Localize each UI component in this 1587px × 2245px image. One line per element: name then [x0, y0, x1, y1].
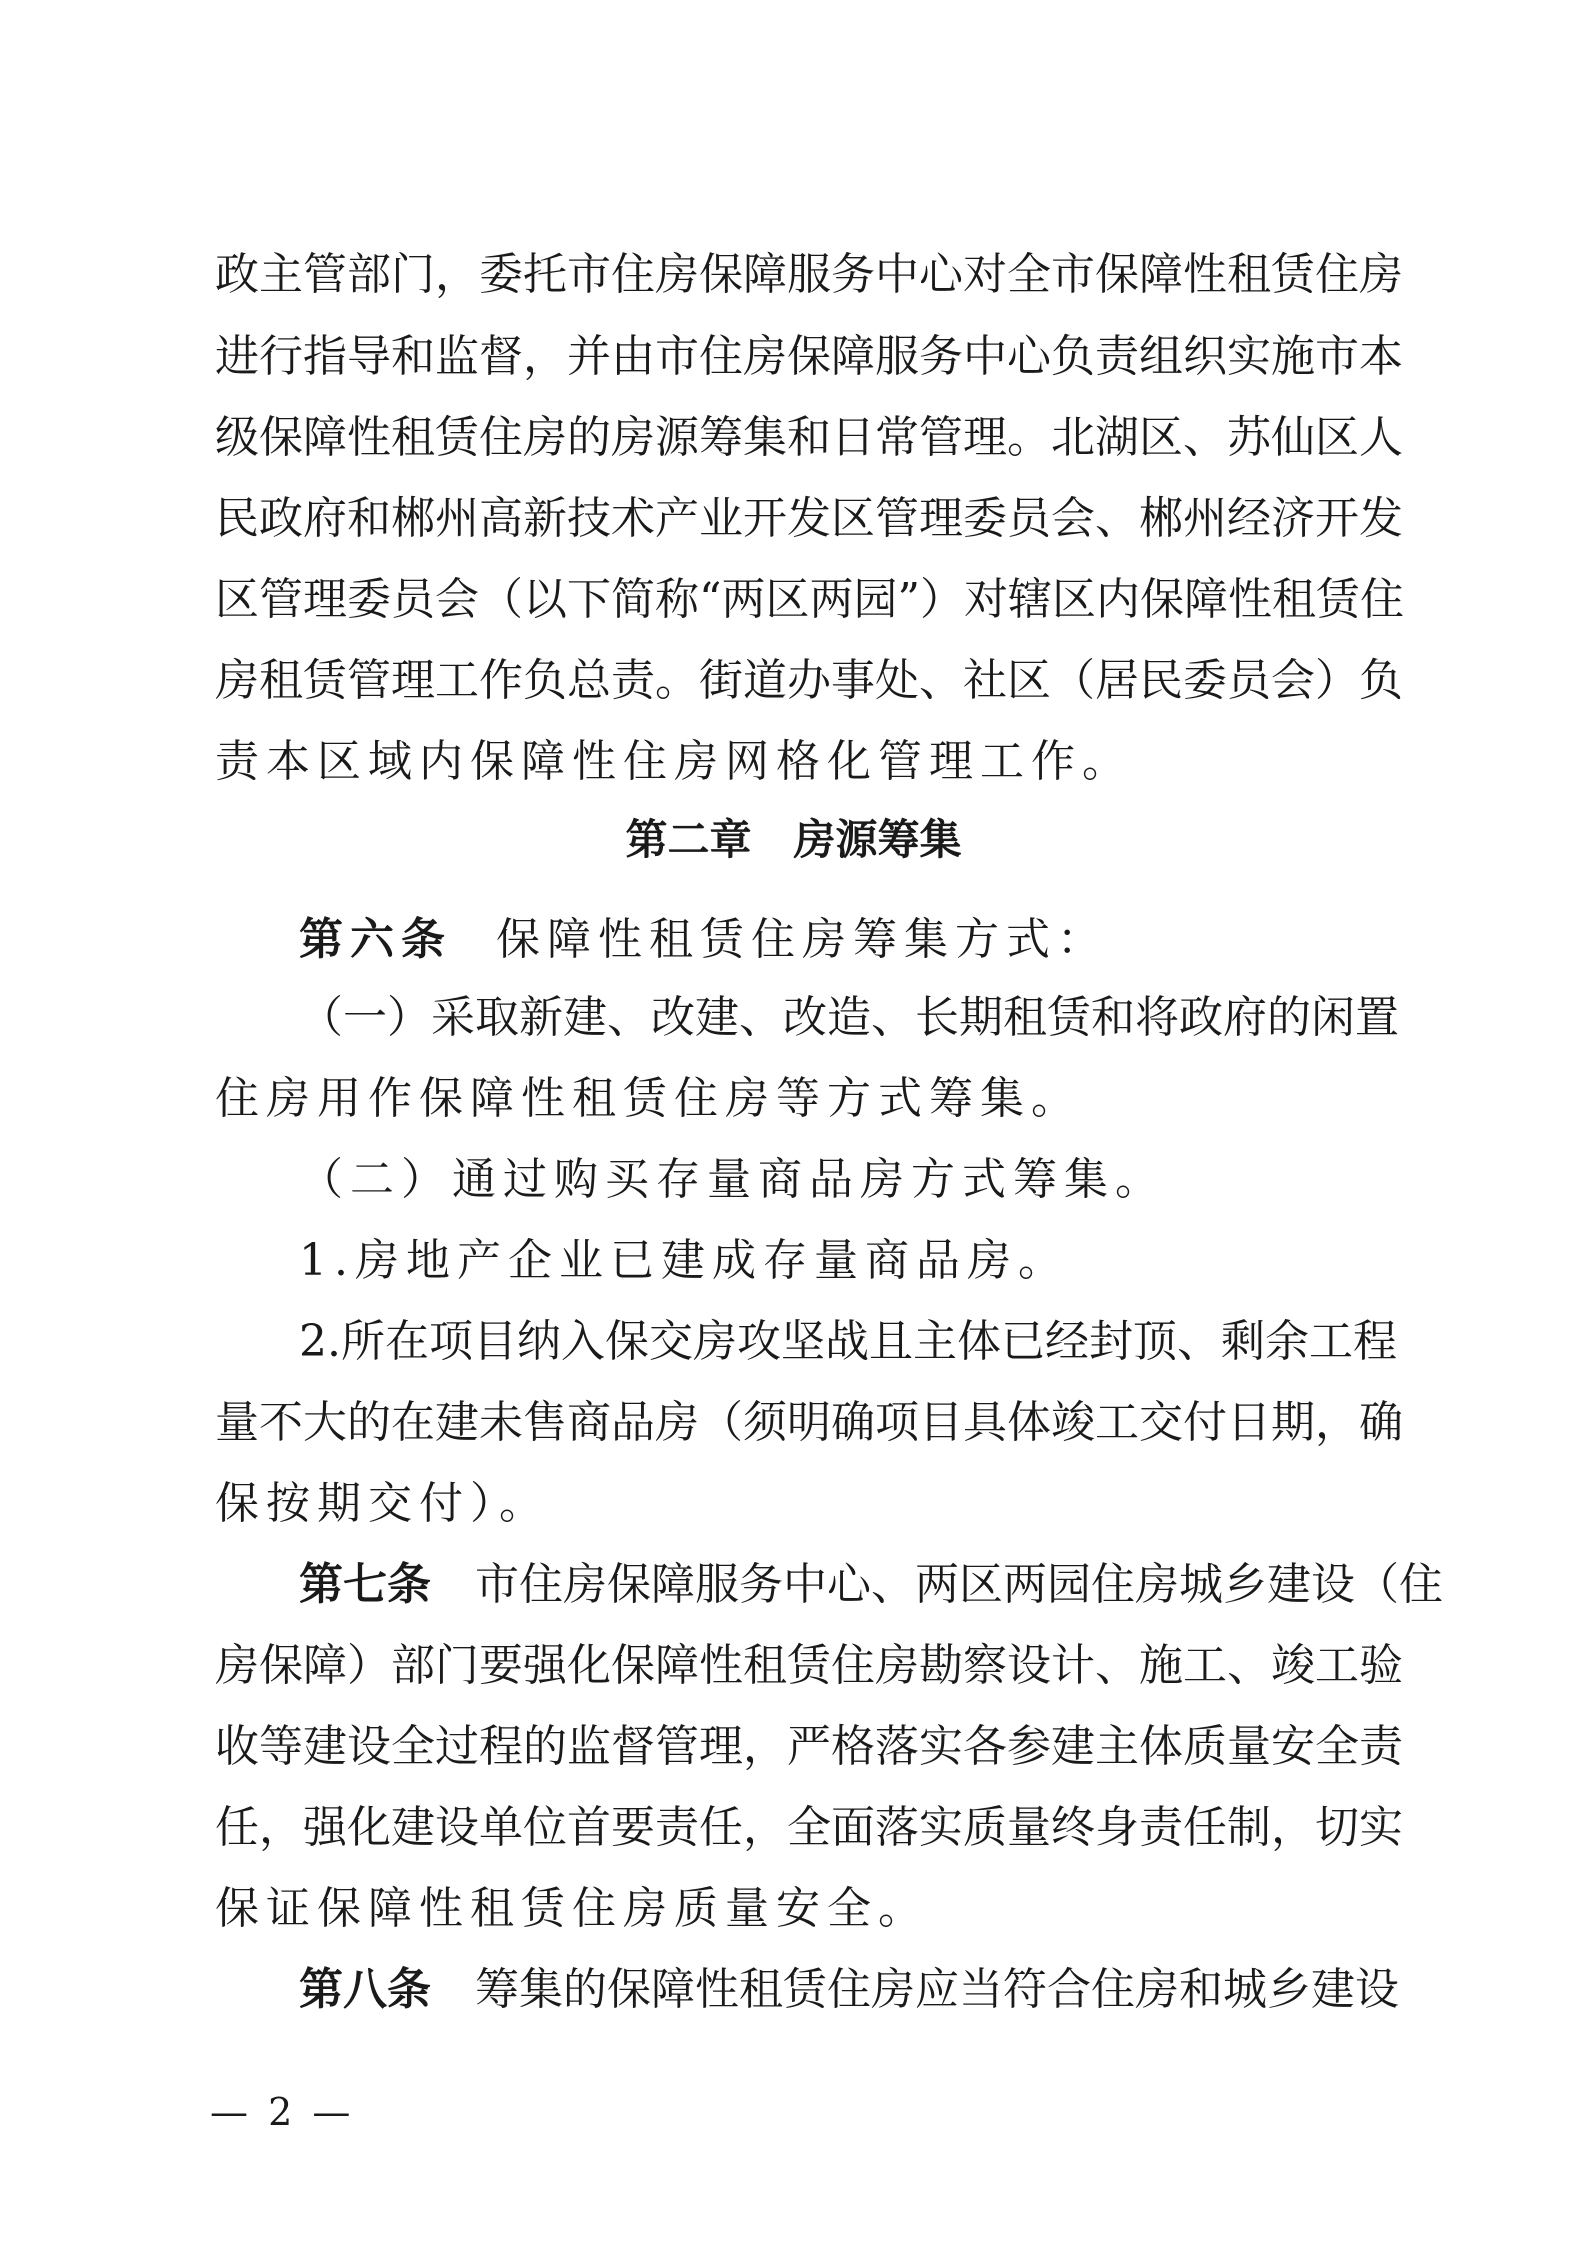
article-8-label: 第八条 [299, 1964, 431, 2015]
article-7-first-line: 市住房保障服务中心、两区两园住房城乡建设（住 [475, 1559, 1443, 1610]
article-6-sub-2-line: 量不大的在建未售商品房（须明确项目具体竣工交付日期，确 [215, 1397, 1403, 1448]
article-6-sub-2-line: 保按期交付）。 [215, 1478, 550, 1529]
article-7-heading [299, 1545, 1443, 1625]
article-6-sub-2-line: 2.所在项目纳入保交房攻坚战且主体已经封顶、剩余工程 [299, 1316, 1397, 1367]
article-6-item-1-line: 住房用作保障性租赁住房等方式筹集。 [215, 1073, 1082, 1124]
paragraph-line: 房租赁管理工作负总责。街道办事处、社区（居民委员会）负 [215, 655, 1403, 706]
article-8-heading [299, 1950, 1399, 2030]
article-7-line: 收等建设全过程的监督管理，严格落实各参建主体质量安全责 [215, 1721, 1403, 1772]
page-number: — 2 — [210, 2090, 355, 2134]
article-6-text: 保障性租赁住房筹集方式： [496, 914, 1108, 965]
article-7-line: 保证保障性租赁住房质量安全。 [215, 1883, 929, 1934]
paragraph-line: 进行指导和监督，并由市住房保障服务中心负责组织实施市本 [215, 331, 1403, 382]
paragraph-line: 责本区域内保障性住房网格化管理工作。 [215, 736, 1133, 787]
paragraph-line: 级保障性租赁住房的房源筹集和日常管理。北湖区、苏仙区人 [215, 412, 1403, 463]
article-7-line: 任，强化建设单位首要责任，全面落实质量终身责任制，切实 [215, 1802, 1403, 1853]
article-6-item-1-line: （一）采取新建、改建、改造、长期租赁和将政府的闲置 [299, 992, 1399, 1043]
paragraph-line: 民政府和郴州高新技术产业开发区管理委员会、郴州经济开发 [215, 493, 1403, 544]
chapter-title: 第二章 房源筹集 [625, 815, 962, 864]
paragraph-line: 区管理委员会（以下简称“两区两园”）对辖区内保障性租赁住 [215, 574, 1404, 625]
article-6-label: 第六条 [299, 914, 452, 965]
article-7-line: 房保障）部门要强化保障性租赁住房勘察设计、施工、竣工验 [215, 1640, 1403, 1691]
article-6-item-2: （二）通过购买存量商品房方式筹集。 [299, 1154, 1166, 1205]
article-7-label: 第七条 [299, 1559, 431, 1610]
article-8-first-line: 筹集的保障性租赁住房应当符合住房和城乡建设 [475, 1964, 1399, 2015]
paragraph-line: 政主管部门，委托市住房保障服务中心对全市保障性租赁住房 [215, 249, 1403, 300]
article-6-sub-1: 1.房地产企业已建成存量商品房。 [299, 1235, 1069, 1286]
article-6-heading [299, 900, 1375, 980]
